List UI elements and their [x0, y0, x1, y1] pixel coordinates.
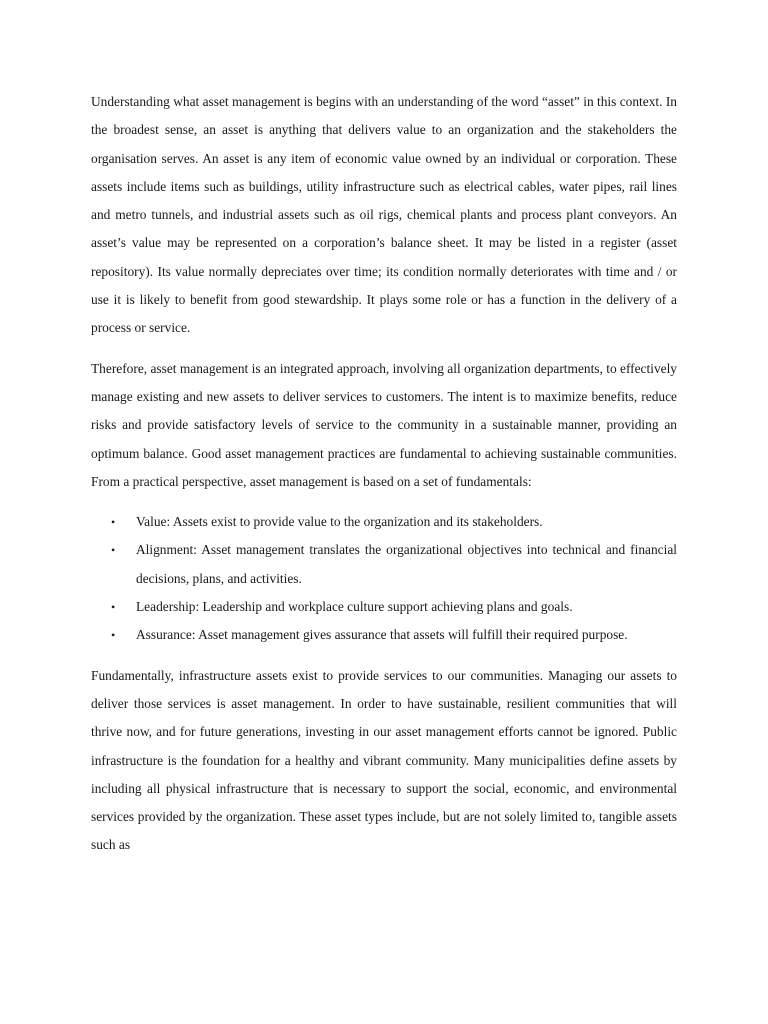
bullet-icon: • [111, 543, 116, 558]
bullet-icon: • [111, 628, 116, 643]
bullet-icon: • [111, 600, 116, 615]
list-item [91, 508, 677, 536]
list-item-text: Leadership: Leadership and workplace culture support achieving plans and goals. [136, 599, 573, 615]
fundamentals-list [91, 508, 677, 649]
list-item-text: Assurance: Asset management gives assurance that assets will fulfill their required purpose. [136, 627, 628, 643]
document-page [91, 88, 677, 872]
list-item-text: Alignment: Asset management translates the organizational objectives into technical and financial decisions, plans, and activities. [136, 542, 677, 586]
list-item [91, 621, 677, 649]
list-item-text: Value: Assets exist to provide value to the organization and its stakeholders. [136, 514, 543, 530]
bullet-icon: • [111, 515, 116, 530]
paragraph-asset-definition: Understanding what asset management is begins with an understanding of the word “asset” in this context. In the broadest sense, an asset is anything that delivers value to an organization and the stakeholders the organisation serves. An asset is any item of economic value owned by an individual or corporation. These assets include items such as buildings, utility infrastructure such as electrical cables, water pipes, rail lines and metro tunnels, and industrial assets such as oil rigs, chemical plants and process plant conveyors. An asset’s value may be represented on a corporation’s balance sheet. It may be listed in a register (asset repository). Its value normally depreciates over time; its condition normally deteriorates with time and / or use it is likely to benefit from good stewardship. It plays some role or has a function in the delivery of a process or service. [91, 94, 677, 336]
paragraph-asset-management-approach: Therefore, asset management is an integrated approach, involving all organization departments, to effectively manage existing and new assets to deliver services to customers. The intent is to maximize benefits, reduce risks and provide satisfactory levels of service to the community in a sustainable manner, providing an optimum balance. Good asset management practices are fundamental to achieving sustainable communities. From a practical perspective, asset management is based on a set of fundamentals: [91, 360, 677, 489]
list-item [91, 593, 677, 621]
list-item [91, 536, 677, 593]
paragraph-infrastructure-assets: Fundamentally, infrastructure assets exist to provide services to our communities. Managing our assets to deliver those services is asset management. In order to have sustainable, resilient communities that will thrive now, and for future generations, investing in our asset management efforts cannot be ignored. Public infrastructure is the foundation for a healthy and vibrant community. Many municipalities define assets by including all physical infrastructure that is necessary to support the social, economic, and environmental services provided by the organization. These asset types include, but are not solely limited to, tangible assets such as [91, 667, 677, 853]
